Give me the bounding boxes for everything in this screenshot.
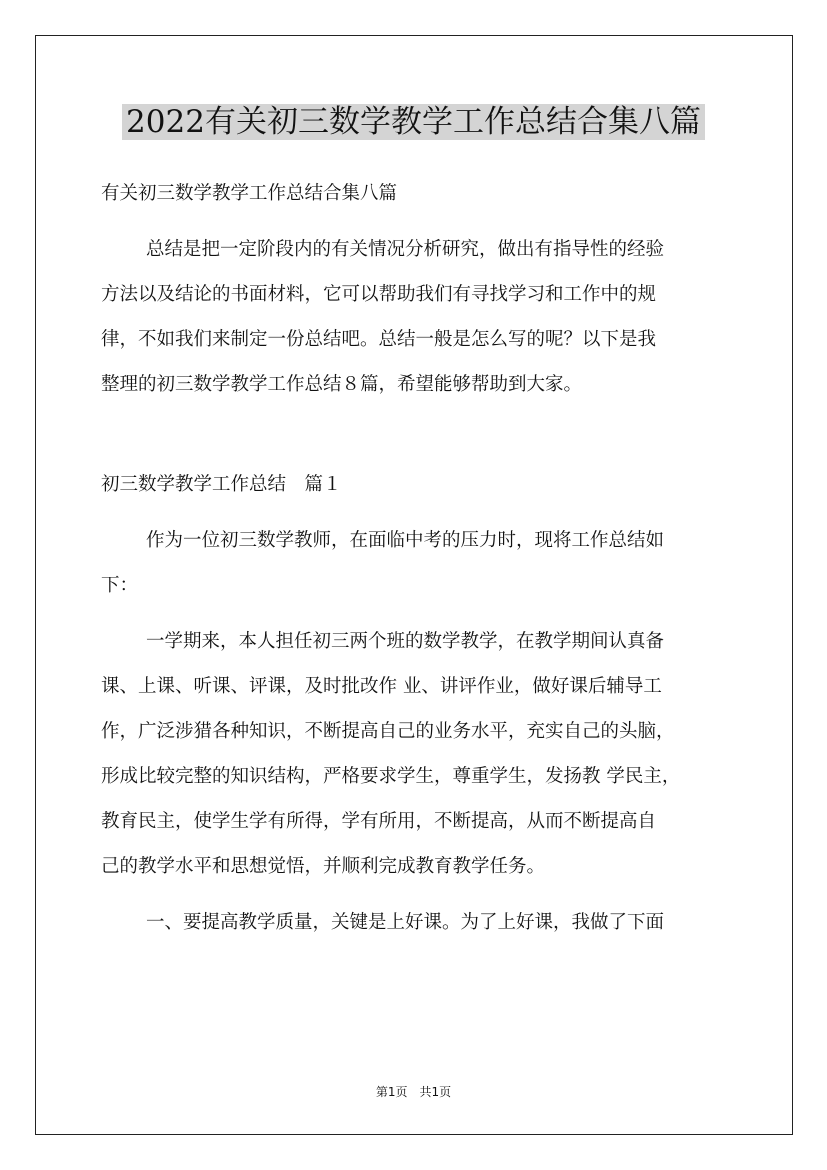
section-heading: 初三数学教学工作总结 篇１ bbox=[101, 474, 342, 495]
intro-line: 整理的初三数学教学工作总结８篇，希望能够帮助到大家。 bbox=[101, 374, 583, 395]
document-body bbox=[101, 171, 741, 945]
paragraph-line: 教育民主，使学生学有所得，学有所用，不断提高，从而不断提高自 bbox=[101, 811, 657, 832]
document-title-text: 2022有关初三数学教学工作总结合集八篇 bbox=[122, 104, 705, 140]
paragraph-line: 下： bbox=[101, 575, 139, 596]
intro-paragraph bbox=[101, 227, 741, 407]
paragraph-line: 一学期来，本人担任初三两个班的数学教学，在教学期间认真备 bbox=[146, 631, 665, 652]
paragraph-line: 课、上课、听课、评课，及时批改作 业、讲评作业，做好课后辅导工 bbox=[101, 676, 662, 697]
intro-line: 方法以及结论的书面材料，它可以帮助我们有寻找学习和工作中的规 bbox=[101, 284, 657, 305]
paragraph-line: 作为一位初三数学教师，在面临中考的压力时，现将工作总结如 bbox=[146, 530, 665, 551]
document-title bbox=[0, 100, 827, 144]
paragraph-1 bbox=[101, 518, 741, 608]
intro-line: 律，不如我们来制定一份总结吧。总结一般是怎么写的呢？以下是我 bbox=[101, 329, 657, 350]
page-footer: 第1页 共1页 bbox=[375, 1085, 452, 1099]
document-subtitle: 有关初三数学教学工作总结合集八篇 bbox=[101, 183, 398, 204]
paragraph-line: 作，广泛涉猎各种知识，不断提高自己的业务水平，充实自己的头脑， bbox=[101, 721, 675, 742]
paragraph-3 bbox=[101, 900, 741, 945]
paragraph-line: 形成比较完整的知识结构，严格要求学生，尊重学生，发扬教 学民主， bbox=[101, 766, 681, 787]
paragraph-line: 一、要提高教学质量，关键是上好课。为了上好课，我做了下面 bbox=[146, 912, 665, 933]
intro-line: 总结是把一定阶段内的有关情况分析研究，做出有指导性的经验 bbox=[146, 239, 665, 260]
paragraph-2 bbox=[101, 619, 741, 889]
paragraph-line: 己的教学水平和思想觉悟，并顺利完成教育教学任务。 bbox=[101, 856, 546, 877]
